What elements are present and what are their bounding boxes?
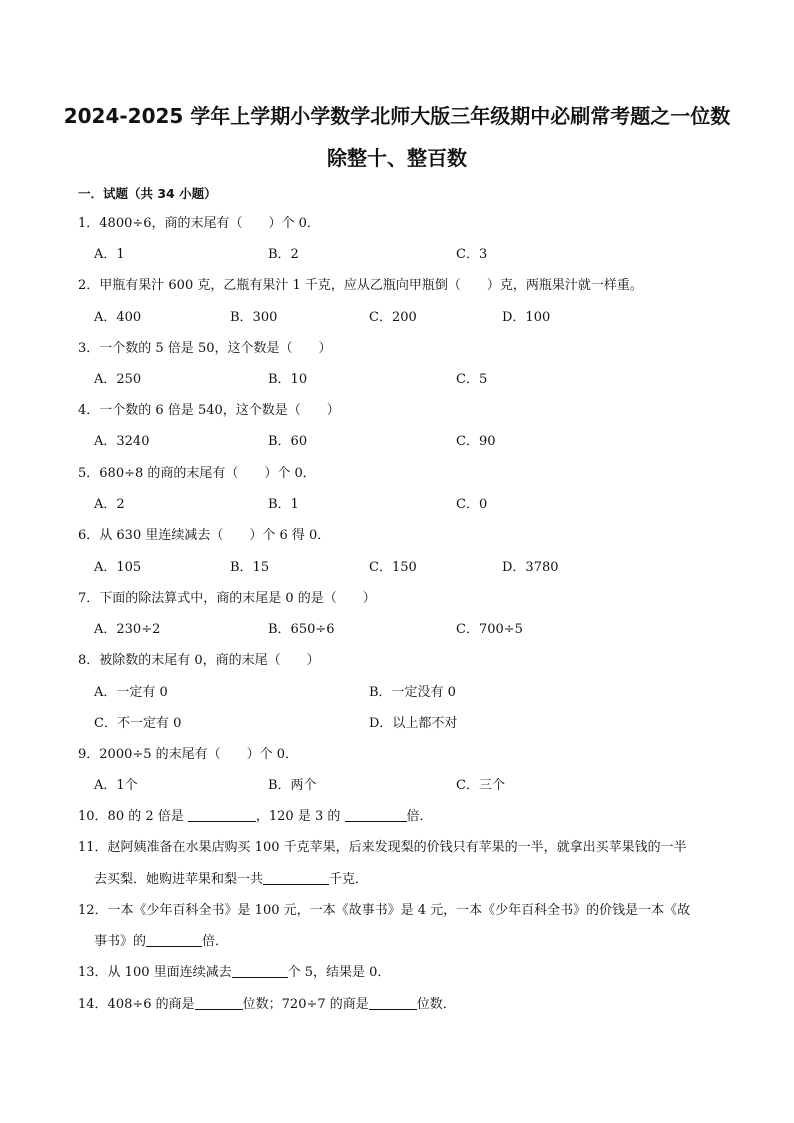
option-b[interactable]: B．15 (230, 560, 270, 575)
option-b[interactable]: B．两个 (268, 778, 317, 793)
question-8-options-row-2 (0, 714, 794, 734)
question-6 (0, 526, 794, 546)
question-text-part: 14．408÷6 的商是 (78, 997, 195, 1012)
question-text-part: 10．80 的 2 倍是 (78, 809, 188, 824)
question-1 (0, 214, 794, 234)
question-7-options (0, 620, 794, 640)
answer-blank[interactable] (345, 807, 407, 822)
question-stem: 6．从 630 里连续减去（ ）个 6 得 0． (78, 528, 331, 543)
question-6-options (0, 558, 794, 578)
option-a[interactable]: A．1 (94, 247, 125, 262)
question-13 (0, 963, 794, 983)
option-b[interactable]: B．1 (268, 497, 299, 512)
option-c[interactable]: C．150 (369, 560, 417, 575)
question-11-continued (0, 870, 794, 890)
option-a[interactable]: A．3240 (94, 434, 150, 449)
question-11 (0, 838, 794, 858)
question-text-part: 11．赵阿姨准备在水果店购买 100 千克苹果，后来发现梨的价钱只有苹果的一半，就拿出买苹果钱的一半 (78, 840, 687, 855)
question-stem: 9．2000÷5 的末尾有（ ）个 0． (78, 747, 299, 762)
option-b[interactable]: B．650÷6 (268, 622, 335, 637)
document-title-line-2: 除整十、整百数 (327, 146, 467, 170)
question-text-part: 位数；720÷7 的商是 (242, 997, 369, 1012)
option-c[interactable]: C．不一定有 0 (94, 716, 182, 731)
option-c[interactable]: C．90 (456, 434, 496, 449)
question-14 (0, 995, 794, 1015)
question-12-continued (0, 932, 794, 952)
question-text-part: 千克． (329, 872, 369, 887)
question-10 (0, 807, 794, 827)
option-c[interactable]: C．5 (456, 372, 488, 387)
question-text-part: 倍． (202, 934, 229, 949)
option-a[interactable]: A．400 (94, 310, 142, 325)
option-d[interactable]: D．以上都不对 (369, 716, 458, 731)
answer-blank[interactable] (369, 995, 417, 1010)
answer-blank[interactable] (263, 870, 329, 885)
question-stem: 8．被除数的末尾有 0，商的末尾（ ） (78, 653, 320, 668)
question-text-part: ，120 是 3 的 (255, 809, 345, 824)
option-a[interactable]: A．230÷2 (94, 622, 161, 637)
question-stem: 5．680÷8 的商的末尾有（ ）个 0． (78, 466, 316, 481)
option-c[interactable]: C．0 (456, 497, 488, 512)
question-stem: 1．4800÷6，商的末尾有（ ）个 0． (78, 216, 320, 231)
option-b[interactable]: B．2 (268, 247, 299, 262)
question-text (78, 807, 433, 827)
question-8 (0, 651, 794, 671)
question-9 (0, 745, 794, 765)
question-stem: 7．下面的除法算式中，商的末尾是 0 的是（ ） (78, 591, 376, 606)
question-7 (0, 589, 794, 609)
question-stem: 2．甲瓶有果汁 600 克，乙瓶有果汁 1 千克，应从乙瓶向甲瓶倒（ ）克，两瓶果汁就一样重。 (78, 278, 643, 293)
question-text (78, 963, 390, 983)
question-stem: 3．一个数的 5 倍是 50，这个数是（ ） (78, 341, 332, 356)
question-text (78, 995, 456, 1015)
question-text-part: 13．从 100 里面连续减去 (78, 965, 232, 980)
answer-blank[interactable] (188, 807, 256, 822)
question-4 (0, 401, 794, 421)
answer-blank[interactable] (232, 963, 288, 978)
question-text-part: 倍． (406, 809, 433, 824)
question-text-part: 位数． (416, 997, 456, 1012)
option-d[interactable]: D．100 (502, 310, 551, 325)
question-1-options (0, 245, 794, 265)
option-c[interactable]: C．200 (369, 310, 417, 325)
option-a[interactable]: A．1个 (94, 778, 138, 793)
option-a[interactable]: A．2 (94, 497, 125, 512)
question-text-part: 事书》的 (94, 934, 147, 949)
question-9-options (0, 776, 794, 796)
option-a[interactable]: A．一定有 0 (94, 685, 168, 700)
question-text-part: 去买梨．她购进苹果和梨一共 (94, 872, 264, 887)
question-3 (0, 339, 794, 359)
option-c[interactable]: C．三个 (456, 778, 505, 793)
answer-blank[interactable] (146, 932, 202, 947)
option-b[interactable]: B．10 (268, 372, 308, 387)
question-text-part: 12．一本《少年百科全书》是 100 元，一本《故事书》是 4 元，一本《少年百科全书》的价钱是一本《故 (78, 903, 691, 918)
option-c[interactable]: C．3 (456, 247, 488, 262)
question-2 (0, 276, 794, 296)
section-heading: 一．试题（共 34 小题） (78, 186, 217, 201)
option-d[interactable]: D．3780 (502, 560, 559, 575)
question-stem: 4．一个数的 6 倍是 540，这个数是（ ） (78, 403, 340, 418)
document-title-line-1: 2024-2025 学年上学期小学数学北师大版三年级期中必刷常考题之一位数 (63, 104, 731, 128)
answer-blank[interactable] (195, 995, 243, 1010)
question-3-options (0, 370, 794, 390)
question-5-options (0, 495, 794, 515)
question-8-options-row-1 (0, 683, 794, 703)
option-a[interactable]: A．250 (94, 372, 142, 387)
question-12 (0, 901, 794, 921)
question-text-part: 个 5，结果是 0． (287, 965, 391, 980)
question-4-options (0, 432, 794, 452)
option-b[interactable]: B．60 (268, 434, 308, 449)
option-b[interactable]: B．300 (230, 310, 278, 325)
question-text (94, 870, 368, 890)
option-a[interactable]: A．105 (94, 560, 142, 575)
question-5 (0, 464, 794, 484)
question-text (94, 932, 228, 952)
option-b[interactable]: B．一定没有 0 (369, 685, 456, 700)
option-c[interactable]: C．700÷5 (456, 622, 523, 637)
question-2-options (0, 308, 794, 328)
